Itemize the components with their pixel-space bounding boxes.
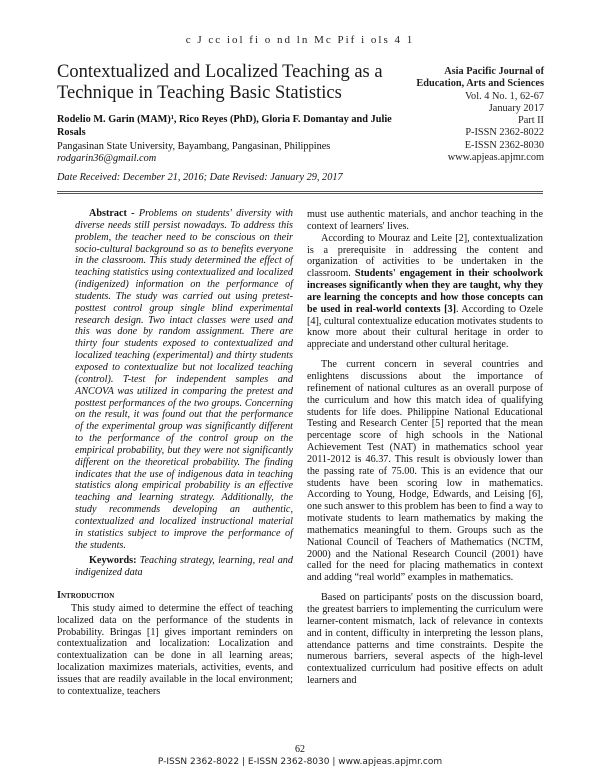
abstract-section (75, 208, 293, 551)
article-title: Contextualized and Localized Teaching as a Technique in Teaching Basic Statistics (57, 62, 383, 103)
journal-volume: Vol. 4 No. 1, 62-67 (464, 90, 544, 102)
keywords-section (75, 555, 293, 579)
journal-part: Part II (517, 115, 544, 127)
keywords-label: Keywords: (89, 555, 137, 566)
right-paragraph-1: must use authentic materials, and anchor teaching in the context of learners' lives. (307, 209, 543, 232)
introduction-heading: Introduction (57, 590, 115, 601)
running-head: c J cc iol fi o nd ln Mc Pif i ols 4 1 (185, 34, 415, 46)
page-footer: P-ISSN 2362-8022 | E-ISSN 2362-8030 | www.apjeas.apjmr.com (157, 757, 443, 767)
header-divider-top (57, 191, 543, 192)
authors: Rodelio M. Garin (MAM)¹, Rico Reyes (PhD), Gloria F. Domantay and Julie Rosals (57, 114, 392, 138)
author-email[interactable]: rodgarin36@gmail.com (57, 153, 157, 164)
right-paragraph-2-emphasis: Students' engagement in their schoolwork increases significantly when they are taught, why they are learning the concepts and how those concepts can be used in real-world contexts [3] (307, 268, 544, 315)
right-paragraph-2-end: . According to Ozele [4], cultural contextualize education motivates students to know more about their cultural heritage in order to appreciate and understand other cultural heritage. (307, 303, 543, 351)
introduction-section (57, 590, 293, 698)
abstract-label: Abstract - (89, 208, 135, 219)
journal-name-line2: Education, Arts and Sciences (416, 78, 544, 90)
affiliation: Pangasinan State University, Bayambang, Pangasinan, Philippines (57, 141, 331, 152)
journal-pissn: P-ISSN 2362-8022 (465, 127, 544, 139)
abstract-text: Problems on students' diversity with diverse needs still persist nowadays. To address this problem, the teacher need to be conscious on their socio-cultural background so as to benefits everyone in the classroom. This study determined the effect of teaching statistics using contextualized and localized (indigenized) information on the performance of students. The study was carried out using pretest-posttest control group single blind experimental research design. Two intact classes were used and this was done by random assignment. There are thirty four students exposed to contextualized and localized teaching (experimental) and thirty students exposed to contextualize but not localized teaching (control). T-test for independent samples and ANCOVA was utilized in comparing the pretest and posttest performances of the two groups. Concerning on the result, it was found out that the performance of the experimental group was significantly different to the performance of the control group on the empirical probability, but they were not significantly different on the theoretical probability. The finding indicates that the use of indigenous data in teaching statistics along empirical probability is an effective teaching and learning strategy. Additionally, the study recommends developing an authentic, contextualized and localized instructional material in statistics subject to improve the performance of the students. (75, 208, 293, 551)
introduction-text: This study aimed to determine the effect of teaching localized data on the performance of the students in Probability. Bringas [1] gives important reminders on contextualization and localization: Localization and contextualization can be done in all learning areas; localization maximizes materials, activities, events, and issues that are readily available in the local environment; to contextualize, teachers (57, 602, 293, 697)
right-paragraph-2 (307, 233, 543, 351)
keywords-text: Teaching strategy, learning, real and indigenized data (75, 555, 293, 578)
journal-url[interactable]: www.apjeas.apjmr.com (447, 152, 544, 164)
journal-date: January 2017 (488, 102, 544, 114)
right-paragraph-3: The current concern in several countries and enlightens discussions about the importance of refinement of national cultures as an overall purpose of the curriculum and how this match idea of qualifying students for life does. Philippine National Educational Testing and Research Center [5] reported that the mean percentage score of high schools in the National Achievement Test (NAT) in mathematics school year 2011-2012 is 46.37. This result is obviously lower than the passing rate of 75.00. This is an evidence that our students have been scoring low in mathematics. According to Young, Hodge, Edwards, and Leising [6], one such answer to this problem has been to find a way to motivate students to learn mathematics by making the mathematics meaningful to them. Groups such as the National Council of Teachers of Mathematics (NCTM, 2000) and the National Research Council (2001) have called for the need for placing mathematics in context and adding “real world” examples in mathematics. (307, 359, 543, 584)
right-paragraph-2-start: According to Mouraz and Leite [2], contextualization is a prerequisite in addressing the content and organization of activities to be undertaken in the classroom. (307, 232, 543, 280)
header-divider-bottom (57, 193, 543, 194)
journal-eissn: E-ISSN 2362-8030 (464, 139, 544, 151)
journal-name-line1: Asia Pacific Journal of (444, 66, 544, 77)
dates-line: Date Received: December 21, 2016; Date Revised: January 29, 2017 (57, 172, 343, 183)
page-number: 62 (295, 744, 305, 755)
right-paragraph-4: Based on participants' posts on the discussion board, the greatest barriers to implementing the curriculum were learner-content mismatch, lack of relevance in contexts and in content, difficulty in interpreting the lesson plans, attendance patterns and time constraints. Despite the numerous barriers, several aspects of the high-level contextualized curriculum had positive effects on adult learners and (307, 592, 543, 687)
right-column (307, 209, 543, 687)
